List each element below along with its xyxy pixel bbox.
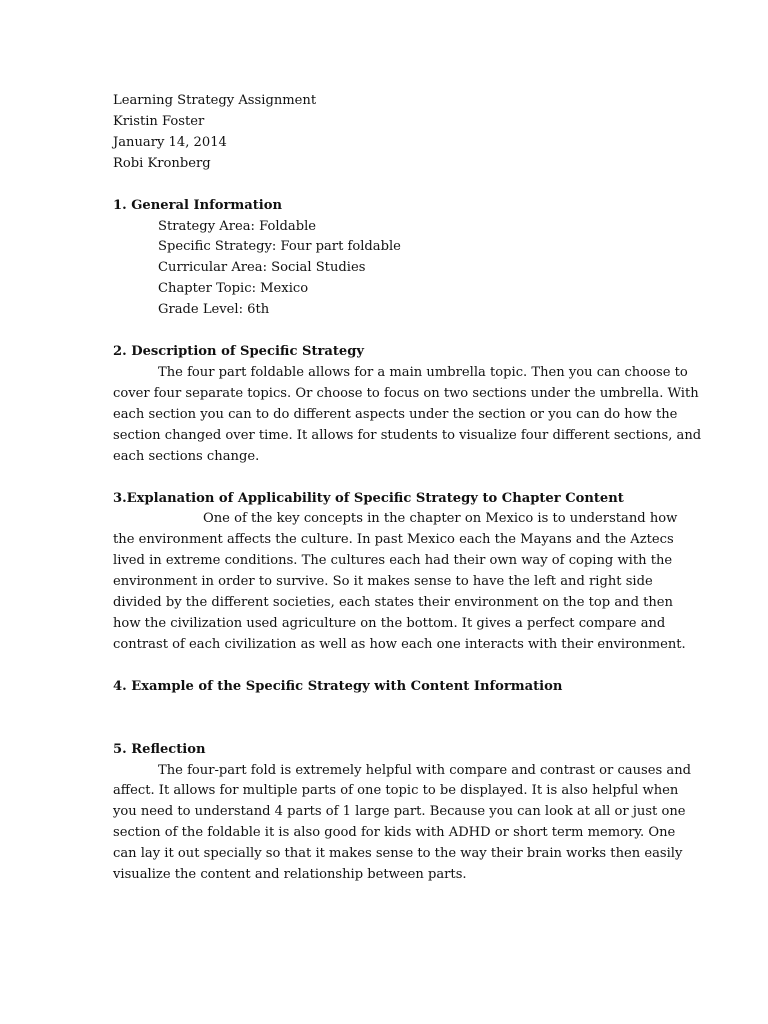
- specific-strategy: Specific Strategy: Four part foldable: [158, 239, 401, 255]
- section-2-line: section changed over time. It allows for students to visualize four different sections, and: [113, 427, 702, 443]
- section-5-line: affect. It allows for multiple parts of one topic to be displayed. It is also helpful when: [113, 783, 679, 799]
- section-3-line: how the civilization used agriculture on the bottom. It gives a perfect compare and: [113, 615, 666, 631]
- document-title: Learning Strategy Assignment: [113, 93, 317, 108]
- section-5-line: section of the foldable it is also good for kids with ADHD or short term memory. One: [113, 825, 676, 841]
- curricular-area: Curricular Area: Social Studies: [158, 260, 366, 276]
- section-3-line: One of the key concepts in the chapter on Mexico is to understand how: [203, 511, 678, 527]
- grade-level: Grade Level: 6th: [158, 302, 270, 318]
- section-2-heading: 2. Description of Specific Strategy: [113, 344, 365, 360]
- strategy-area: Strategy Area: Foldable: [158, 218, 317, 234]
- section-5-line: The four-part fold is extremely helpful with compare and contrast or causes and: [158, 762, 692, 778]
- section-2-line: The four part foldable allows for a main umbrella topic. Then you can choose to: [158, 364, 688, 380]
- section-1-heading: 1. General Information: [113, 197, 283, 213]
- section-3-line: divided by the different societies, each states their environment on the top and then: [113, 595, 673, 611]
- chapter-topic: Chapter Topic: Mexico: [158, 281, 309, 297]
- section-5-heading: 5. Reflection: [113, 741, 206, 757]
- section-5-line: can lay it out specially so that it makes sense to the way their brain works then easily: [113, 846, 683, 862]
- author-name: Kristin Foster: [113, 113, 205, 129]
- section-5-line: visualize the content and relationship between parts.: [113, 867, 467, 883]
- section-2-line: cover four separate topics. Or choose to focus on two sections under the umbrella. With: [113, 385, 699, 401]
- document-date: January 14, 2014: [113, 134, 227, 150]
- section-3-line: environment in order to survive. So it makes sense to have the left and right side: [113, 574, 653, 590]
- section-4-heading: 4. Example of the Specific Strategy with Content Information: [113, 678, 563, 694]
- section-2-line: each sections change.: [113, 448, 260, 464]
- document-page: [113, 91, 702, 886]
- section-3-line: lived in extreme conditions. The cultures each had their own way of coping with the: [113, 553, 673, 569]
- instructor-name: Robi Kronberg: [113, 155, 211, 171]
- section-3-line: the environment affects the culture. In past Mexico each the Mayans and the Aztecs: [113, 532, 674, 548]
- section-2-line: each section you can to do different aspects under the section or you can do how the: [113, 406, 678, 422]
- section-3-line: contrast of each civilization as well as how each one interacts with their environment.: [113, 636, 686, 652]
- section-5-line: you need to understand 4 parts of 1 large part. Because you can look at all or just one: [113, 804, 686, 820]
- section-3-heading: 3.Explanation of Applicability of Specific Strategy to Chapter Content: [113, 490, 624, 506]
